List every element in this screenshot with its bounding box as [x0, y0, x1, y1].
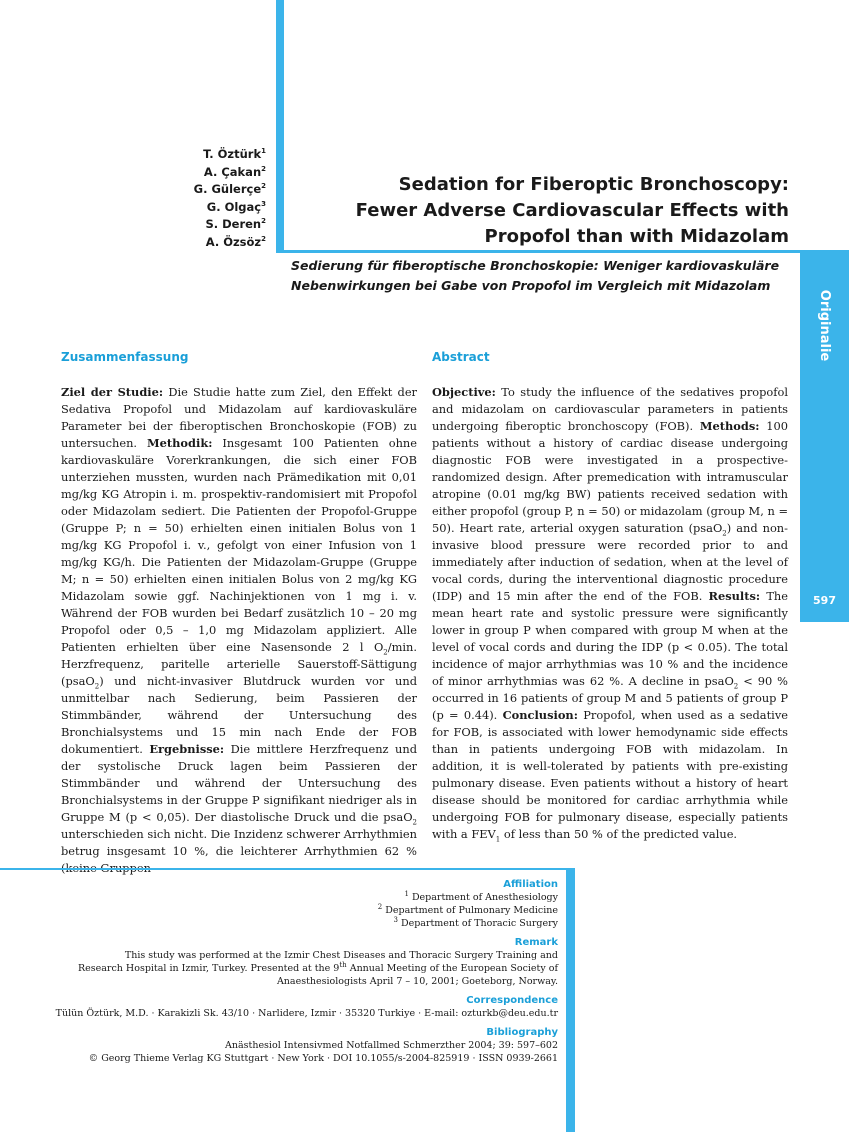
remark-block [20, 936, 558, 988]
abstract-body: Objective: To study the influence of the sedatives propofol and midazolam on cardiovascular parameters in patients undergoing fiberoptic bronchoscopy (FOB). Methods: 100 patients without a history of cardiac disease undergoing diagnostic FOB were investigated in a prospective-randomized design. After premedication with intramuscular atropine (0.01 mg/kg BW) patients received sedation with either propofol (group P, n = 50) or midazolam (group M, n = 50). Heart rate, arterial oxygen saturation (psaO$_2$) and non-invasive blood pressure were recorded prior to and immediately after induction of sedation, when at the level of vocal cords, during the interventional diagnostic procedure (IDP) and 15 min after the end of the FOB. Results: The mean heart rate and systolic pressure were significantly lower in group P when compared with group M when at the level of vocal cords and during the IDP (p < 0.05). The total incidence of major arrhythmias was 10 % and the incidence of minor arrhythmias was 62 %. A decline in psaO$_2$ < 90 % occurred in 16 patients of group M and 5 patients of group P (p = 0.44). Conclusion: Propofol, when used as a sedative for FOB, is associated with lower hemodynamic side effects than in patients undergoing FOB with midazolam. In addition, it is well-tolerated by patients with pre-existing pulmonary disease. Even patients without a history of heart disease should be monitored for cardiac arrhythmia while undergoing FOB for pulmonary disease, especially patients with a $FEV_1$ of less than 50 % of the predicted value. [432, 385, 789, 844]
author: A. Çakan$^2$ [203, 164, 266, 179]
section-label: Originalie [817, 289, 832, 361]
bibliography-citation: Anästhesiol Intensivmed Notfallmed Schmerzther 2004; 39: 597–602 [224, 1040, 558, 1051]
correspondence-block [20, 994, 558, 1020]
bibliography-publisher: © Georg Thieme Verlag KG Stuttgart · New York · DOI 10.1055/s-2004-825919 · ISSN 0939-2661 [88, 1053, 558, 1064]
affiliation-item: $^3$ Department of Thoracic Surgery [393, 915, 558, 929]
affiliation-block [20, 878, 558, 930]
footer-accent-bar [566, 868, 575, 1132]
article-title: Sedation for Fiberoptic Bronchoscopy: Fewer Adverse Cardiovascular Effects with Propofol than with Midazolam [355, 174, 789, 247]
abstract-heading: Abstract [432, 350, 490, 364]
footer-rule [0, 868, 575, 870]
author: G. Olgaç$^3$ [206, 199, 266, 214]
page-number: 597 [813, 594, 836, 607]
affiliation-item: $^1$ Department of Anesthesiology [404, 889, 558, 903]
affiliation-item: $^2$ Department of Pulmonary Medicine [377, 902, 558, 916]
header-rule [276, 250, 849, 253]
author: T. Öztürk$^1$ [203, 147, 266, 161]
remark-heading: Remark [514, 937, 558, 948]
author: A. Özsöz$^2$ [205, 234, 266, 249]
remark-line: This study was performed at the Izmir Chest Diseases and Thoracic Surgery Training and [124, 950, 558, 961]
correspondence-heading: Correspondence [466, 995, 558, 1006]
author: S. Deren$^2$ [205, 217, 266, 231]
author-list [140, 146, 266, 251]
zusammenfassung-heading: Zusammenfassung [61, 350, 189, 364]
bibliography-block [20, 1026, 558, 1065]
remark-line: Research Hospital in Izmir, Turkey. Presented at the 9th Annual Meeting of the European Society of [78, 960, 558, 974]
zusammenfassung-body: Ziel der Studie: Die Studie hatte zum Ziel, den Effekt der Sedativa Propofol und Midazolam auf kardiovaskuläre Parameter bei der fiberoptischen Bronchoskopie (FOB) zu untersuchen. Methodik: Insgesamt 100 Patienten ohne kardiovaskuläre Vorerkrankungen, die sich einer FOB unterziehen mussten, wurden nach Prämedikation mit 0,01 mg/kg KG Atropin i. m. prospektiv-randomisiert mit Propofol oder Midazolam sediert. Die Patienten der Propofol-Gruppe (Gruppe P; n = 50) erhielten einen initialen Bolus von 1 mg/kg KG Propofol i. v., gefolgt von einer Infusion von 1 mg/kg KG/h. Die Patienten der Midazolam-Gruppe (Gruppe M; n = 50) erhielten einen initialen Bolus von 2 mg/kg KG Midazolam sowie ggf. Nachinjektionen von 1 mg i. v. Während der FOB wurden bei Bedarf zusätzlich 10 – 20 mg Propofol oder 0,5 – 1,0 mg Midazolam appliziert. Alle Patienten erhielten über eine Nasensonde 2 l $O_2/\min$. Herzfrequenz, paritelle arterielle Sauerstoff-Sättigung (psaO$_2$) und nicht-invasiver Blutdruck wurden vor und unmittelbar nach Sedierung, beim Passieren der Stimmbänder, während der Untersuchung des Bronchialsystems und 15 min nach Ende der FOB dokumentiert. Ergebnisse: Die mittlere Herzfrequenz und der systolische Druck lagen beim Passieren der Stimmbänder und während der Untersuchung des Bronchialsystems in der Gruppe P signifikant niedriger als in Gruppe M (p < 0,05). Der diastolische Druck und die psaO$_2$ unterschieden sich nicht. Die Inzidenz schwerer Arrhythmien betrug insgesamt 10 %, die leichterer Arrhythmien 62 % [61, 385, 418, 858]
affiliation-heading: Affiliation [503, 879, 558, 890]
article-subtitle-german: Sedierung für fiberoptische Bronchoskopie: Weniger kardiovaskuläre Nebenwirkungen bei Gabe von Propofol im Vergleich mit Midazolam [291, 258, 780, 293]
correspondence-address: Tülün Öztürk, M.D. · Karakizli Sk. 43/10 · Narlidere, Izmir · 35320 Turkiye · E-mail: ozturkb@deu.edu.tr [55, 1008, 558, 1019]
bibliography-heading: Bibliography [486, 1027, 558, 1038]
top-accent-bar [276, 0, 284, 252]
author: G. Gülerçe$^2$ [193, 182, 266, 196]
remark-line: Anaesthesiologists April 7 – 10, 2001; Goeteborg, Norway. [276, 976, 558, 987]
